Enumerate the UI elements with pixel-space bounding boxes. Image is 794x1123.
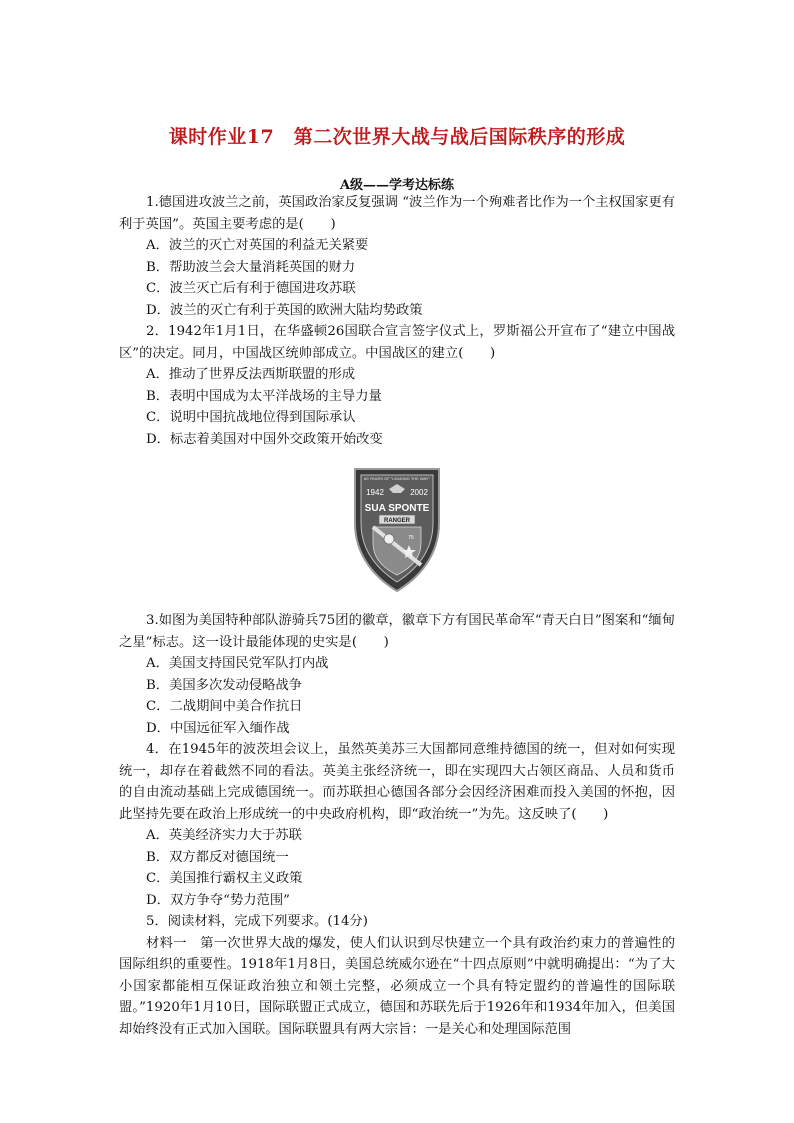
question-stem: 2．1942年1月1日，在华盛顿26国联合宣言签字仪式上，罗斯福公开宣布了“建立中国战区”的决定。同月，中国战区统帅部成立。中国战区的建立( )	[119, 324, 675, 361]
question-5	[119, 911, 675, 1040]
option-c: C．二战期间中美合作抗日	[146, 699, 303, 714]
badge-top-text: 60 YEARS OF "LEADING THE WAY"	[363, 476, 431, 481]
option-a: A．美国支持国民党军队打内战	[146, 656, 329, 671]
section-heading: A级——学考达标练	[339, 178, 455, 193]
question-stem: 1.德国进攻波兰之前，英国政治家反复强调 “波兰作为一个殉难者比作为一个主权国家更有利于英国”。英国主要考虑的是( )	[119, 195, 675, 232]
badge-motto: SUA SPONTE	[364, 503, 430, 514]
figure	[119, 450, 675, 610]
badge-scroll: RANGER	[383, 518, 411, 524]
page-title: 课时作业17 第二次世界大战与战后国际秩序的形成	[168, 126, 626, 148]
option-d: D．双方争夺“势力范围”	[146, 892, 290, 908]
sun-emblem-icon	[384, 534, 394, 544]
badge-number: 75	[408, 535, 414, 541]
question-stem: 3.如图为美国特种部队游骑兵75团的徽章，徽章下方有国民革命军“青天白日”图案和“缅甸之星”标志。这一设计最能体现的史实是( )	[119, 613, 675, 650]
ranger-badge-image	[351, 465, 443, 595]
badge-year-left: 1942	[366, 488, 384, 497]
option-b: B．表明中国成为太平洋战场的主导力量	[146, 388, 382, 404]
question-3	[119, 610, 675, 739]
question-4	[119, 739, 675, 911]
option-a: A．英美经济实力大于苏联	[146, 828, 302, 843]
option-b: B．双方都反对德国统一	[146, 849, 289, 865]
option-d: D．中国远征军入缅作战	[146, 720, 290, 736]
question-1	[119, 192, 675, 321]
option-d: D．波兰的灭亡有利于英国的欧洲大陆均势政策	[146, 302, 423, 318]
option-c: C．美国推行霸权主义政策	[146, 871, 303, 886]
document-body	[119, 192, 675, 1040]
question-stem: 5．阅读材料，完成下列要求。(14分)	[146, 914, 368, 929]
badge-year-right: 2002	[410, 488, 428, 497]
option-c: C．波兰灭亡后有利于德国进攻苏联	[146, 281, 356, 296]
question-stem: 4．在1945年的波茨坦会议上，虽然英美苏三大国都同意维持德国的统一，但对如何实现统一，却存在着截然不同的看法。英美主张经济统一，即在实现四大占领区商品、人员和货币的自由流动基础上完成德国统一。而苏联担心德国各部分会因经济困难而投入美国的怀抱，因此坚持先要在政治上形成统一的中央政府机构，即“政治统一”为先。这反映了( )	[119, 742, 675, 822]
option-b: B．帮助波兰会大量消耗英国的财力	[146, 259, 356, 275]
option-a: A．推动了世界反法西斯联盟的形成	[146, 367, 356, 382]
option-a: A．波兰的灭亡对英国的利益无关紧要	[146, 238, 369, 253]
option-d: D．标志着美国对中国外交政策开始改变	[146, 431, 383, 447]
option-c: C．说明中国抗战地位得到国际承认	[146, 410, 356, 425]
option-b: B．美国多次发动侵略战争	[146, 677, 303, 693]
material-paragraph: 材料一 第一次世界大战的爆发，使人们认识到尽快建立一个具有政治约束力的普遍性的国际组织的重要性。1918年1月8日，美国总统威尔逊在“十四点原则”中就明确提出：“为了大小国家都能相互保证政治独立和领土完整，必须成立一个具有特定盟约的普遍性的国际联盟。”1920年1月10日，国际联盟正式成立，德国和苏联先后于1926年和1934年加入，但美国却始终没有正式加入国联。国际联盟具有两大宗旨：一是关心和处理国际范围	[119, 935, 675, 1037]
question-2	[119, 321, 675, 450]
